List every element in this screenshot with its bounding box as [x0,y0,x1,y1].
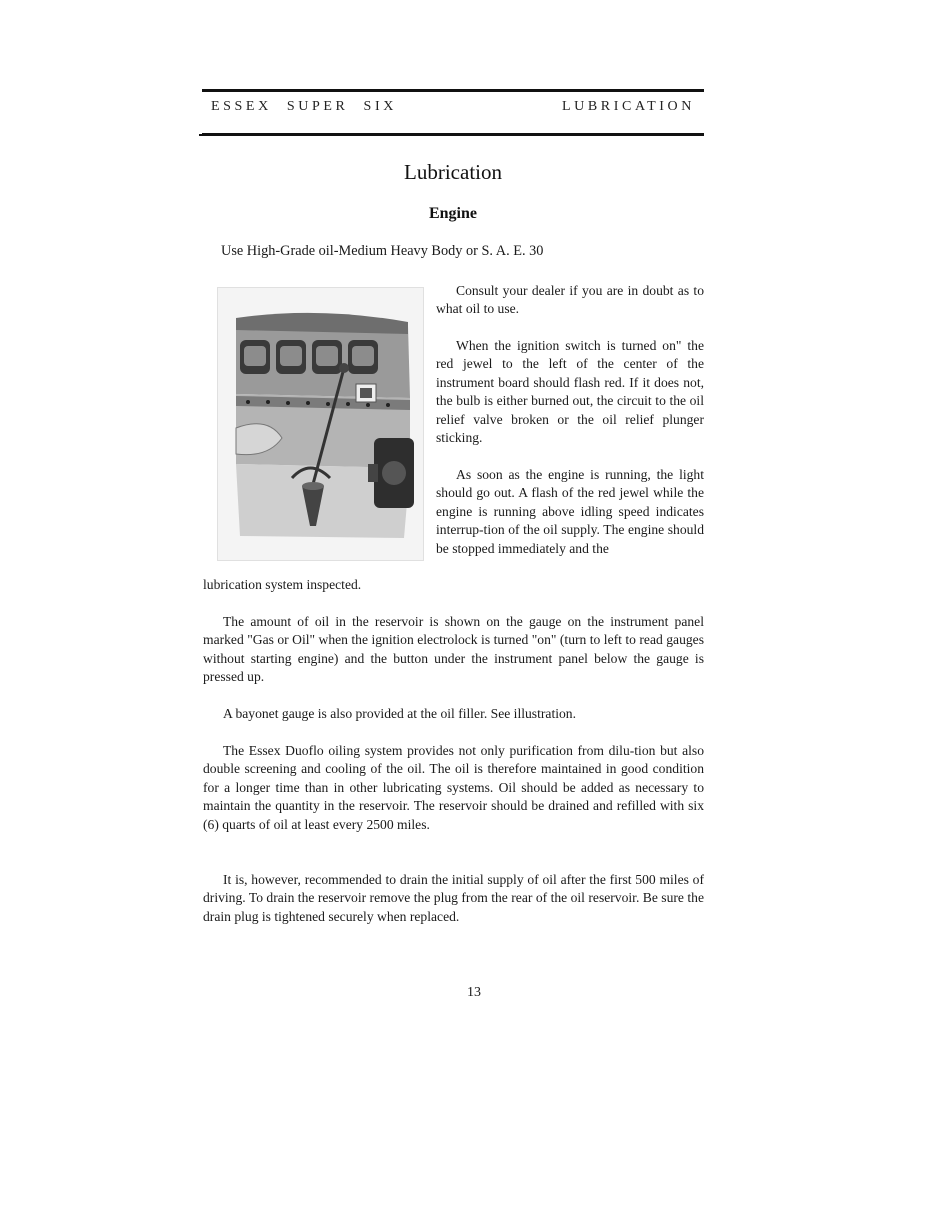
intro-line: Use High-Grade oil-Medium Heavy Body or S. A. E. 30 [221,243,544,259]
running-header-title: ESSEX SUPER SIX [211,99,397,114]
paragraph-oil-gauge: The amount of oil in the reservoir is shown on the gauge on the instrument panel marked "Gas or Oil" when the ignition electrolock is turned "on" (turn to left to read gauges without starting engine) and the button under the instrument panel below the gauge is pressed up. [203,614,704,685]
engine-oil-gauge-illustration [217,287,424,561]
section-heading: Engine [428,205,477,222]
paragraph-engine-running: As soon as the engine is running, the light should go out. A flash of the red jewel while the engine is running above idling speed indicates interrup-tion of the oil supply. The engine should be stopped immediately and the [436,467,704,556]
paragraph-drain-reservoir: It is, however, recommended to drain the initial supply of oil after the first 500 miles of driving. To drain the reservoir remove the plug from the rear of the oil reservoir. Be sure the drain plug is tightened securely when replaced. [203,872,704,924]
header-rule-bottom [202,133,704,136]
rule-tick-mark [199,134,203,136]
paragraph-ignition-jewel: When the ignition switch is turned on" the red jewel to the left of the center of the instrument board should flash red. If it does not, the bulb is either burned out, the circuit to the oil relief valve broken or the oil relief plunger sticking. [436,338,704,446]
page-title: Lubrication [404,160,502,184]
page-number: 13 [467,985,481,1000]
paragraph-engine-running-end: lubrication system inspected. [203,577,362,592]
running-header-section: LUBRICATION [562,99,695,114]
paragraph-oil-advice: Consult your dealer if you are in doubt as to what oil to use. [436,283,704,317]
paragraph-duoflo-system: The Essex Duoflo oiling system provides not only purification from dilu-tion but also double screening and cooling of the oil. The oil is therefore maintained in good condition for a longer time than in other lubricating systems. Oil should be added as necessary to maintain the quantity in the reservoir. The reservoir should be drained and refilled with six (6) quarts of oil at least every 2500 miles. [203,743,704,832]
header-rule-top [202,89,704,92]
engine-photo [218,288,423,560]
paragraph-bayonet-gauge: A bayonet gauge is also provided at the oil filler. See illustration. [223,706,576,721]
